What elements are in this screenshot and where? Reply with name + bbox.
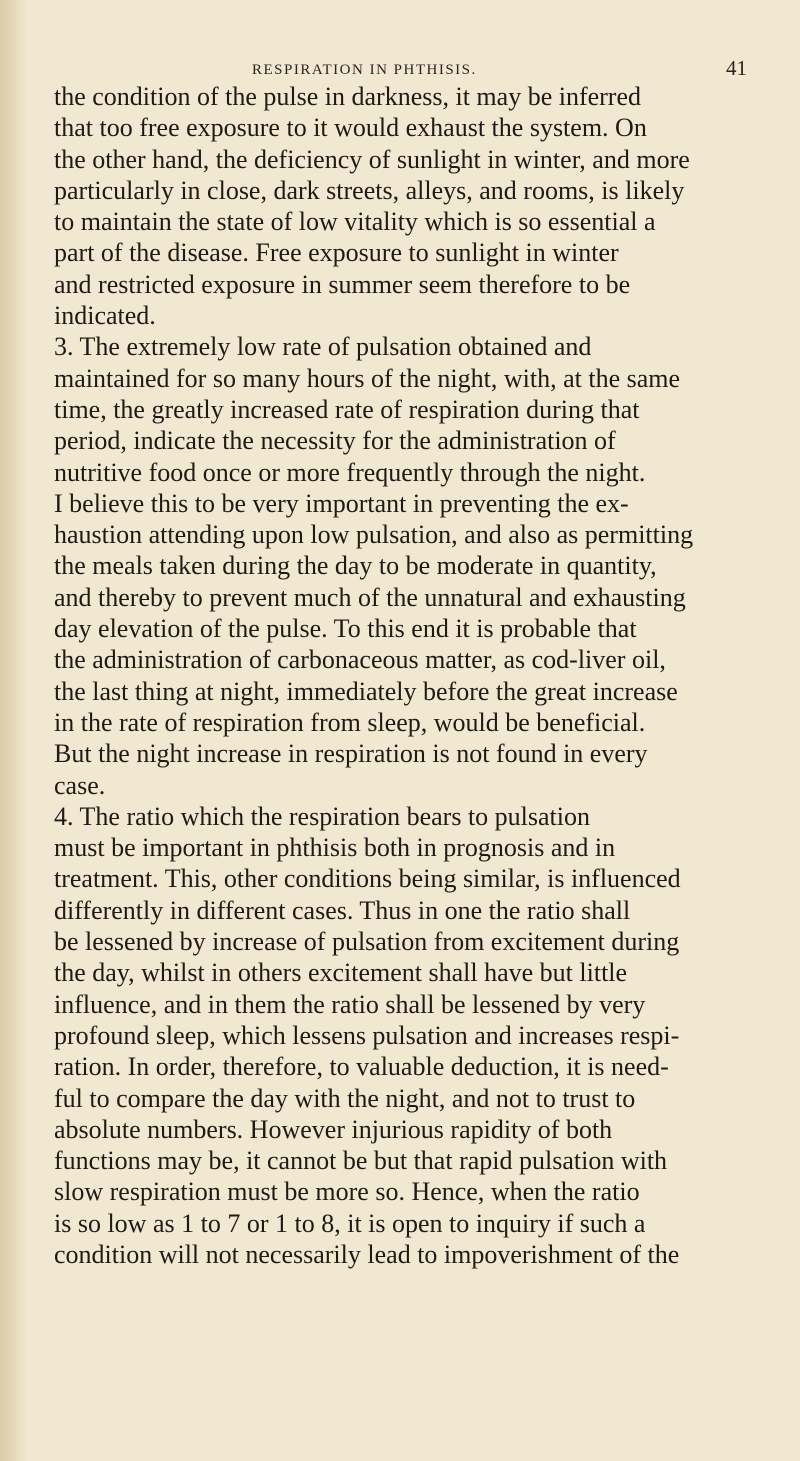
text-line: and thereby to prevent much of the unnatural and exhausting <box>54 582 686 612</box>
text-line: haustion attending upon low pulsation, and also as permitting <box>54 520 694 550</box>
text-line: treatment. This, other conditions being similar, is influenced <box>54 864 681 894</box>
text-line: the meals taken during the day to be moderate in quantity, <box>54 551 657 581</box>
body-text <box>54 81 778 1270</box>
text-line: I believe this to be very important in preventing the ex- <box>54 488 629 518</box>
text-line: particularly in close, dark streets, alleys, and rooms, is likely <box>54 175 685 205</box>
text-line: day elevation of the pulse. To this end it is probable that <box>54 614 637 644</box>
text-line: absolute numbers. However injurious rapidity of both <box>54 1114 613 1144</box>
text-line: functions may be, it cannot be but that rapid pulsation with <box>54 1146 668 1176</box>
text-line: differently in different cases. Thus in one the ratio shall <box>54 895 631 925</box>
page-edge-shadow <box>0 0 28 1461</box>
text-line: must be important in phthisis both in prognosis and in <box>54 833 616 863</box>
text-line: period, indicate the necessity for the administration of <box>54 426 616 456</box>
text-line: to maintain the state of low vitality which is so essential a <box>54 207 656 237</box>
text-line: slow respiration must be more so. Hence, when the ratio <box>54 1177 640 1207</box>
text-line: nutritive food once or more frequently through the night. <box>54 457 646 487</box>
text-line: in the rate of respiration from sleep, would be beneficial. <box>54 707 646 737</box>
running-head: RESPIRATION IN PHTHISIS. <box>252 62 477 78</box>
text-line: the condition of the pulse in darkness, it may be inferred <box>54 82 642 111</box>
text-line: indicated. <box>54 301 156 331</box>
text-line: ful to compare the day with the night, and not to trust to <box>54 1083 636 1113</box>
text-line: part of the disease. Free exposure to sunlight in winter <box>54 238 619 268</box>
text-line: 4. The ratio which the respiration bears to pulsation <box>54 801 590 831</box>
text-line: the last thing at night, immediately before the great increase <box>54 676 678 706</box>
text-line: But the night increase in respiration is not found in every <box>54 739 648 769</box>
text-line: that too free exposure to it would exhaust the system. On <box>54 113 647 143</box>
text-line: condition will not necessarily lead to impoverishment of the <box>54 1239 680 1269</box>
text-line: profound sleep, which lessens pulsation and increases respi- <box>54 1020 680 1050</box>
text-line: be lessened by increase of pulsation from excitement during <box>54 927 680 957</box>
text-line: the administration of carbonaceous matter, as cod-liver oil, <box>54 645 666 675</box>
text-line: and restricted exposure in summer seem therefore to be <box>54 269 631 299</box>
text-line: case. <box>54 770 106 800</box>
text-line: influence, and in them the ratio shall be lessened by very <box>54 989 646 1019</box>
text-line: time, the greatly increased rate of respiration during that <box>54 394 640 424</box>
text-line: the other hand, the deficiency of sunlight in winter, and more <box>54 144 690 174</box>
text-line: the day, whilst in others excitement shall have but little <box>54 958 628 988</box>
page-number: 41 <box>726 56 747 80</box>
text-line: is so low as 1 to 7 or 1 to 8, it is open to inquiry if such a <box>54 1208 646 1238</box>
text-line: maintained for so many hours of the night, with, at the same <box>54 363 681 393</box>
text-line: ration. In order, therefore, to valuable deduction, it is need- <box>54 1052 669 1082</box>
text-line: 3. The extremely low rate of pulsation obtained and <box>54 332 592 362</box>
